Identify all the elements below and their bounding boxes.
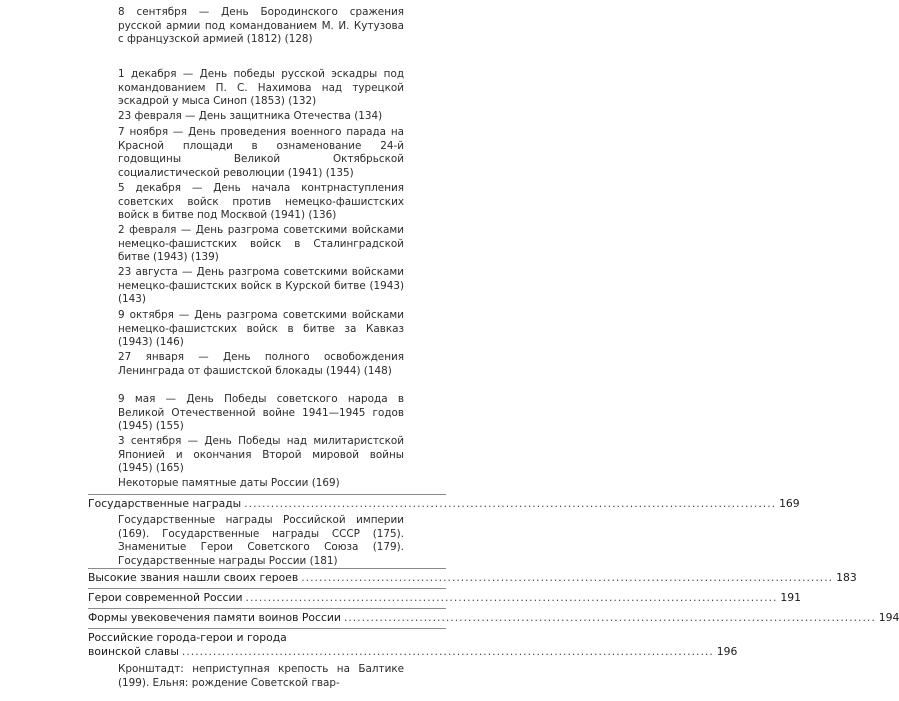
toc-section-hero-cities: [88, 631, 738, 659]
toc-entry-moscow-counteroffensive: 5 декабря — День начала контрнаступления советских войск против немецко-фашистских войск в битве под Москвой (1941) (136): [118, 182, 404, 221]
section-divider: [88, 588, 446, 589]
toc-entry-defender-day: 23 февраля — День защитника Отечества (134): [118, 110, 383, 122]
toc-section-high-titles: [88, 571, 857, 585]
section-title: Высокие звания нашли своих героев: [88, 571, 299, 584]
toc-entry-stalingrad: 2 февраля — День разгрома советскими войсками немецко-фашистских войск в Сталинградской битве (1943) (139): [118, 224, 404, 263]
section-title: Формы увековечения памяти воинов России: [88, 611, 341, 624]
section-page-number: 191: [780, 591, 801, 604]
toc-entry-memorable-dates: Некоторые памятные даты России (169): [118, 477, 340, 489]
section-page-number: 194: [878, 611, 899, 624]
section-page-number: 169: [779, 497, 800, 510]
toc-entry-kursk: 23 августа — День разгрома советскими войсками немецко-фашистских войск в Курской битве (1943) (143): [118, 266, 404, 305]
section-title-line-2: воинской славы: [88, 645, 179, 658]
section-page-number: 183: [836, 571, 857, 584]
toc-section-details: Кронштадт: неприступная крепость на Балтике (199). Ельня: рождение Советской гвар-: [118, 663, 404, 689]
dot-leader: ........................................................................................................................: [343, 611, 876, 624]
toc-section-state-awards: [88, 497, 800, 511]
toc-entry-victory-day: 9 мая — День Победы советского народа в Великой Отечественной войне 1941—1945 годов (1945) (155): [118, 393, 404, 432]
toc-entry-parade-1941: 7 ноября — День проведения военного парада на Красной площади в ознаменование 24-й годовщины Великой Октябрьской социалистической революции (1941) (135): [118, 126, 404, 179]
dot-leader: ........................................................................................................................: [245, 591, 778, 604]
dot-leader: ........................................................................................................................: [181, 645, 714, 658]
section-page-number: 196: [716, 645, 738, 658]
toc-section-memorial-forms: [88, 611, 899, 625]
toc-entry-leningrad: 27 января — День полного освобождения Ленинграда от фашистской блокады (1944) (148): [118, 351, 404, 377]
toc-entry-sinop: 1 декабря — День победы русской эскадры под командованием П. С. Нахимова над турецкой эскадрой у мыса Синоп (1853) (132): [118, 68, 404, 107]
section-divider: [88, 568, 446, 569]
section-divider: [88, 628, 446, 629]
toc-entry-japan: 3 сентября — День Победы над милитаристской Японией и окончания Второй мировой войны (1945) (165): [118, 435, 404, 474]
section-title-line-1: Российские города-герои и города: [88, 631, 287, 644]
dot-leader: ........................................................................................................................: [301, 571, 834, 584]
toc-entry-borodino: 8 сентября — День Бородинского сражения русской армии под командованием М. И. Кутузова с французской армией (1812) (128): [118, 6, 404, 45]
section-divider: [88, 494, 446, 495]
toc-section-modern-heroes: [88, 591, 801, 605]
section-title: Герои современной России: [88, 591, 243, 604]
dot-leader: ........................................................................................................................: [244, 497, 777, 510]
section-divider: [88, 608, 446, 609]
toc-entry-caucasus: 9 октября — День разгрома советскими войсками немецко-фашистских войск в битве за Кавказ (1943) (146): [118, 309, 404, 348]
section-title: Государственные награды: [88, 497, 242, 510]
toc-section-details: Государственные награды Российской империи (169). Государственные награды СССР (175). Знаменитые Герои Советского Союза (179). Государственные награды России (181): [118, 514, 404, 567]
